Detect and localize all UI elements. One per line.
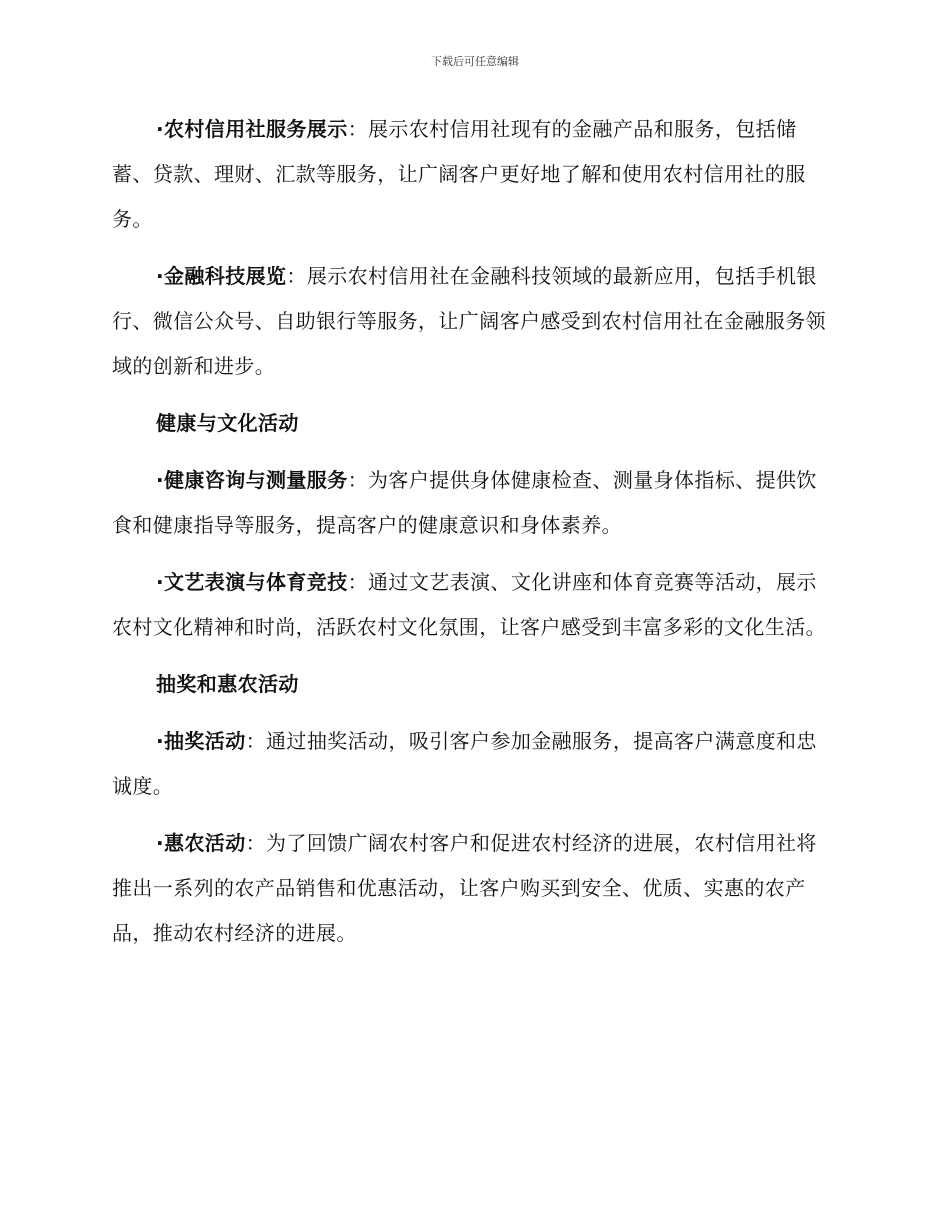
item-term: ·农村信用社服务展示 <box>156 117 348 141</box>
bullet-mark: · <box>156 468 164 492</box>
item-separator: ： <box>347 117 369 141</box>
page-header: 下载后可任意编辑 <box>431 55 519 68</box>
list-item-farmer-benefits <box>112 821 836 956</box>
list-item-arts-sports <box>112 560 836 650</box>
document-body <box>112 107 836 968</box>
bullet-mark: · <box>156 570 164 594</box>
item-term: ·金融科技展览 <box>156 264 287 288</box>
item-term: ·健康咨询与测量服务 <box>156 468 348 492</box>
item-text: 展示农村信用社现有的金融产品和服务，包括储蓄、贷款、理财、汇款等服务，让广阔客户更好地了解和使用农村信用社的服务。 <box>112 117 806 231</box>
item-separator: ： <box>245 729 267 753</box>
item-text: 展示农村信用社在金融科技领域的最新应用，包括手机银行、微信公众号、自助银行等服务，让广阔客户感受到农村信用社在金融服务领域的创新和进步。 <box>112 264 826 378</box>
list-item-rcc-services <box>112 107 836 242</box>
section-heading-lottery-benefits: 抽奖和惠农活动 <box>156 672 299 696</box>
item-term: ·抽奖活动 <box>156 729 246 753</box>
item-text: 为了回馈广阔农村客户和促进农村经济的进展，农村信用社将推出一系列的农产品销售和优惠活动，让客户购买到安全、优质、实惠的农产品，推动农村经济的进展。 <box>112 831 817 945</box>
bullet-mark: · <box>156 831 164 855</box>
bullet-mark: · <box>156 117 164 141</box>
item-text: 通过抽奖活动，吸引客户参加金融服务，提高客户满意度和忠诚度。 <box>112 729 817 798</box>
bullet-mark: · <box>156 729 164 753</box>
bullet-mark: · <box>156 264 164 288</box>
list-item-health-consult <box>112 458 836 548</box>
item-separator: ： <box>286 264 307 288</box>
item-term: ·惠农活动 <box>156 831 246 855</box>
item-text: 通过文艺表演、文化讲座和体育竞赛等活动，展示农村文化精神和时尚，活跃农村文化氛围，让客户感受到丰富多彩的文化生活。 <box>112 570 826 639</box>
section-heading-health-culture: 健康与文化活动 <box>156 411 299 435</box>
item-separator: ： <box>245 831 267 855</box>
item-text: 为客户提供身体健康检查、测量身体指标、提供饮食和健康指导等服务，提高客户的健康意识和身体素养。 <box>112 468 817 537</box>
item-separator: ： <box>347 468 369 492</box>
item-separator: ： <box>347 570 369 594</box>
list-item-fintech-expo <box>112 254 836 389</box>
item-term: ·文艺表演与体育竞技 <box>156 570 348 594</box>
list-item-lottery <box>112 719 836 809</box>
